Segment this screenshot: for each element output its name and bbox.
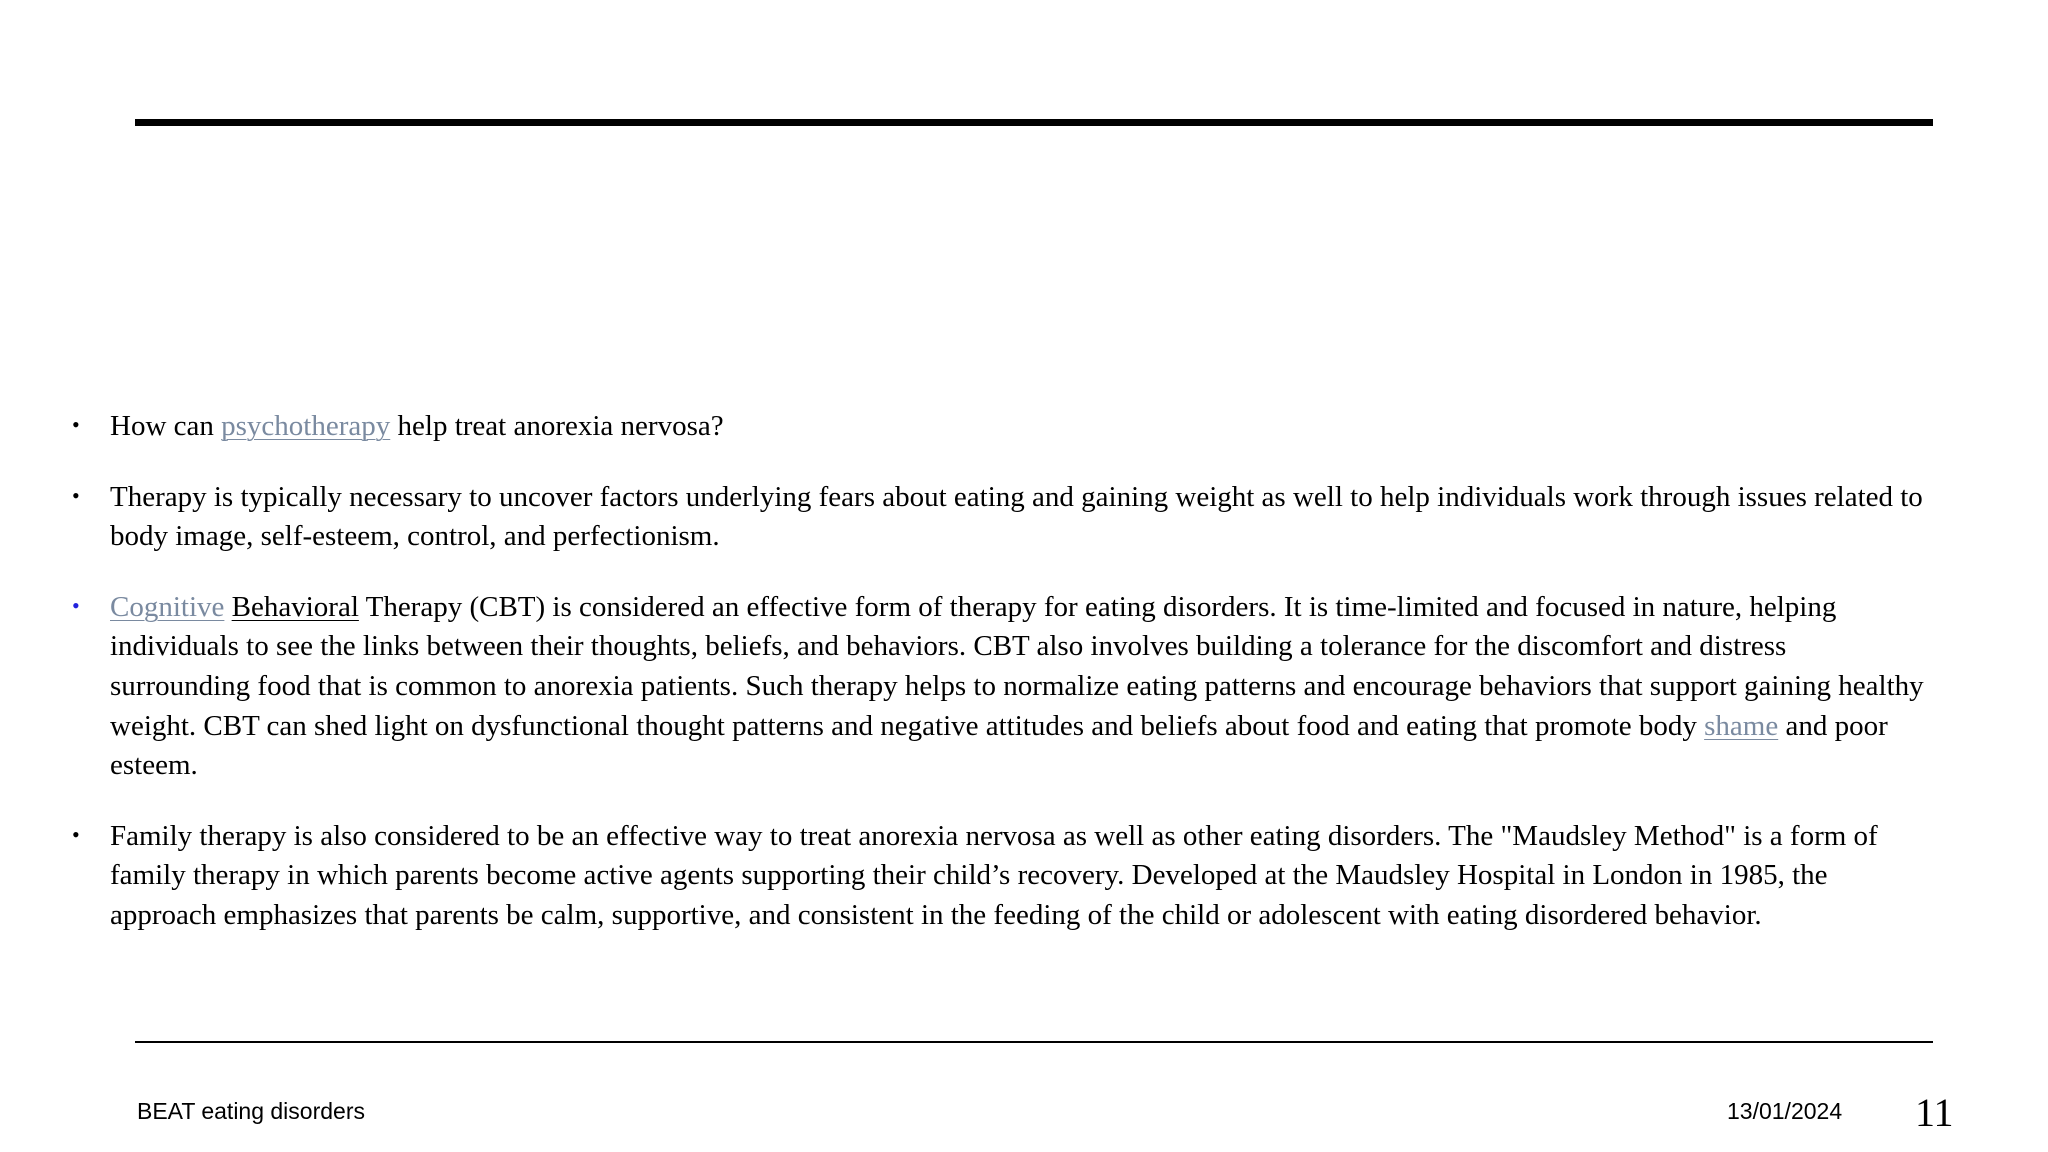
bullet-dot-icon: • <box>72 592 80 618</box>
bullet-dot-icon: • <box>72 821 80 847</box>
bullet-item-cbt <box>70 588 1930 786</box>
footer-organization-text: BEAT eating disorders <box>137 1098 365 1124</box>
slide-page-number: 11 <box>1915 1090 1954 1135</box>
psychotherapy-link[interactable]: psychotherapy <box>221 410 391 442</box>
bullet-text-after: and poor esteem. <box>110 709 1888 782</box>
bullet-text: Family therapy is also considered to be an effective way to treat anorexia nervosa as well as other eating disorders. The "Maudsley Method" is a form of family therapy in which parents become active agents supporting their child’s recovery. Developed at the Maudsley Hospital in London in 1985, the approach emphasizes that parents be calm, supportive, and consistent in the feeding of the child or adolescent with eating disordered behavior. <box>110 819 1878 931</box>
title-divider-line <box>135 119 1933 126</box>
shame-link[interactable]: shame <box>1704 709 1779 742</box>
bullet-text: Therapy is typically necessary to uncover factors underlying fears about eating and gaining weight as well to help individuals work through issues related to body image, self-esteem, control, and perfectionism. <box>110 480 1923 553</box>
footer-divider-line <box>135 1041 1933 1043</box>
bullet-item-therapy-necessary <box>70 478 1930 557</box>
content-bullet-list <box>70 407 1930 967</box>
bullet-dot-icon: • <box>72 412 80 437</box>
behavioral-link[interactable]: Behavioral <box>231 590 359 623</box>
bullet-item-psychotherapy-question <box>70 407 1930 447</box>
footer-date: 13/01/2024 <box>1727 1098 1843 1124</box>
bullet-item-family-therapy <box>70 817 1930 936</box>
bullet-text-before: How can <box>110 410 222 442</box>
bullet-text-after: help treat anorexia nervosa? <box>390 410 724 442</box>
bullet-dot-icon: • <box>72 482 80 508</box>
bullet-text-middle: Therapy (CBT) is considered an effective form of therapy for eating disorders. It is time-limited and focused in nature, helping individuals to see the links between their thoughts, beliefs, and behaviors. CBT also involves building a tolerance for the discomfort and distress surrounding food that is common to anorexia patients. Such therapy helps to normalize eating patterns and encourage behaviors that support gaining healthy weight. CBT can shed light on dysfunctional thought patterns and negative attitudes and beliefs about food and eating that promote body <box>110 590 1924 742</box>
cognitive-link[interactable]: Cognitive <box>110 590 225 623</box>
